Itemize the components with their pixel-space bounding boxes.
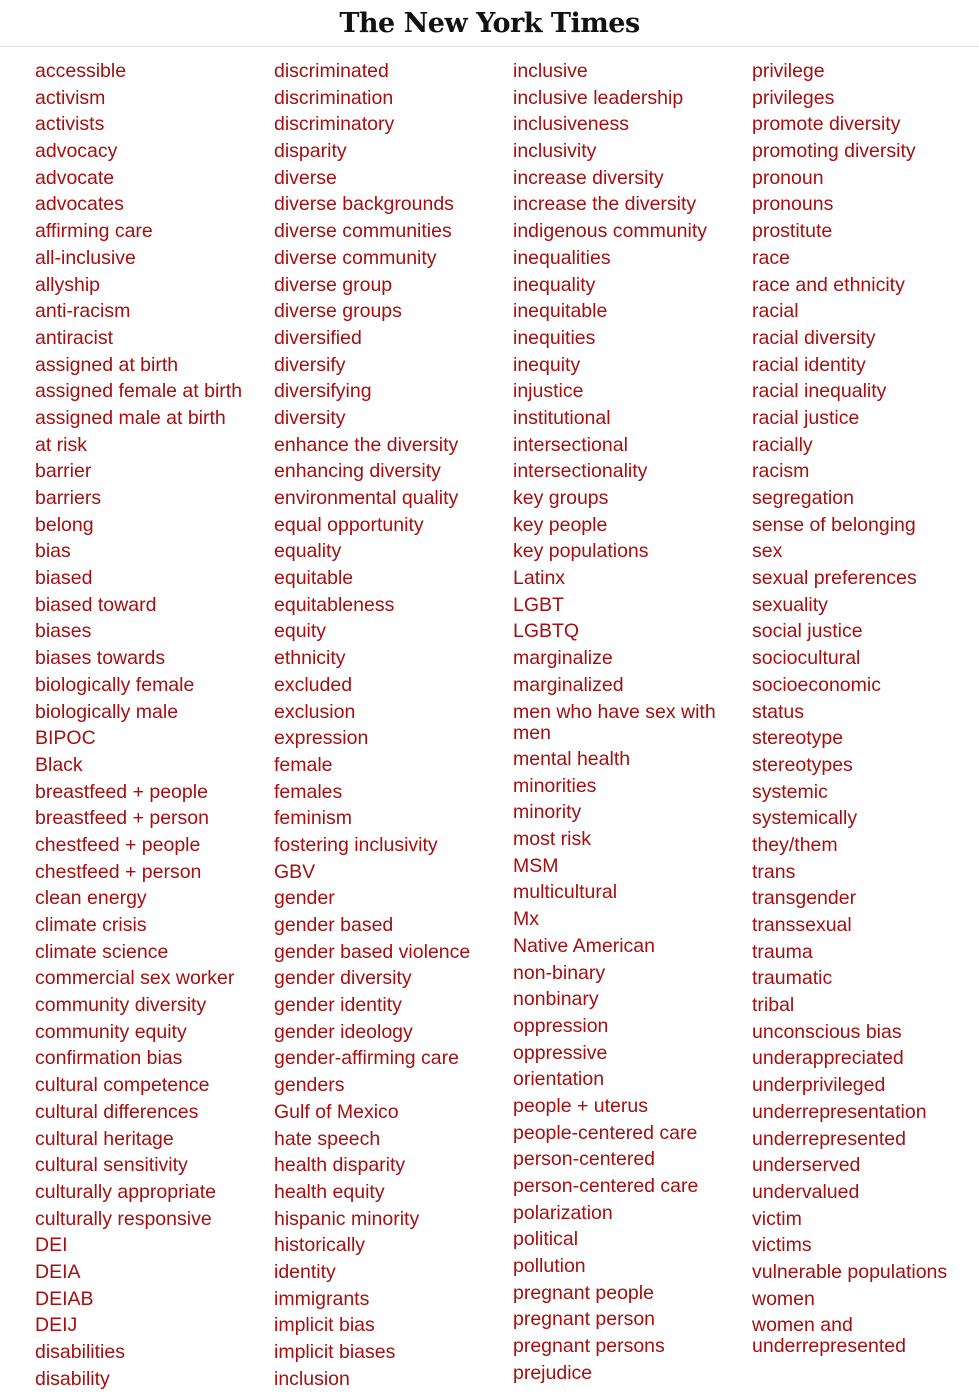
word-item: privileges [752,86,835,109]
word-item: barriers [35,487,102,509]
word-item: climate science [35,940,169,963]
word-item: pregnant people [513,1281,654,1304]
word-item: diversity [274,406,346,429]
word-item: climate crisis [35,914,147,936]
word-item: person-centered care [513,1175,699,1197]
word-item: chestfeed + people [35,833,201,856]
word-item: LGBT [513,593,564,616]
word-item: activism [35,86,106,109]
word-item: stereotypes [752,753,853,776]
word-item: victim [752,1207,802,1230]
word-item: health disparity [274,1154,406,1177]
word-item: confirmation bias [35,1047,183,1070]
word-item: diverse community [274,246,437,269]
word-item: females [274,780,343,803]
word-item: advocacy [35,140,118,163]
word-item: BIPOC [35,727,96,750]
word-item: hate speech [274,1127,381,1150]
word-item: Gulf of Mexico [274,1100,399,1123]
word-item: socioeconomic [752,673,881,696]
word-item: barrier [35,460,92,483]
word-item: activists [35,113,105,136]
word-item: pronouns [752,193,834,216]
word-item: people-centered care [513,1121,698,1144]
word-item: ethnicity [274,647,346,670]
word-item: gender identity [274,994,402,1017]
word-item: indigenous community [513,220,708,243]
word-item: intersectionality [513,460,648,483]
word-item: Black [35,753,83,776]
word-item: disabilities [35,1341,125,1363]
word-item: sexual preferences [752,567,917,590]
word-item: underrepresentation [752,1100,927,1123]
word-item: pregnant person [513,1308,656,1331]
word-item: biased toward [35,593,157,616]
word-item: chestfeed + person [35,860,202,883]
word-item: equality [274,540,342,563]
word-item: trans [752,860,796,883]
word-item: gender [274,887,335,910]
word-item: underprivileged [752,1074,886,1097]
word-item: key people [513,513,608,536]
word-item: minorities [513,774,597,797]
word-item: women [752,1287,815,1310]
word-item: segregation [752,487,854,509]
word-item: transgender [752,887,857,910]
word-item: gender based violence [274,940,471,963]
word-item: increase diversity [513,166,664,189]
word-item: diverse communities [274,220,452,243]
word-item: pronoun [752,166,824,189]
nyt-logo[interactable]: The New York Times [339,7,640,39]
word-item: racial diversity [752,326,876,349]
word-item: historically [274,1234,366,1257]
word-item: breastfeed + person [35,807,209,830]
word-item: people + uterus [513,1094,648,1117]
word-item: enhancing diversity [274,460,441,483]
word-item: promoting diversity [752,140,916,163]
word-item: biases towards [35,647,166,670]
word-item: race [752,246,790,269]
word-item: diverse groups [274,300,402,323]
word-item: assigned female at birth [35,380,243,403]
word-item: biologically female [35,673,195,696]
word-item: racially [752,433,813,456]
word-item: DEIAB [35,1287,94,1310]
word-item: advocates [35,193,124,216]
word-item: marginalized [513,673,624,696]
word-item: female [274,753,333,776]
word-item: culturally appropriate [35,1180,217,1203]
word-item: anti-racism [35,300,131,323]
word-item: systemically [752,807,858,830]
word-item: men who have sex with men [513,700,716,744]
word-item: environmental quality [274,487,459,509]
word-item: fostering inclusivity [274,833,438,856]
word-item: diverse group [274,273,393,296]
word-item: underappreciated [752,1047,904,1070]
word-item: inclusive [513,60,588,82]
word-item: DEIJ [35,1314,78,1337]
word-item: stereotype [752,727,844,750]
word-item: promote diversity [752,113,901,136]
word-item: equal opportunity [274,513,424,536]
word-item: cultural differences [35,1100,199,1123]
word-item: traumatic [752,967,833,990]
word-item: mental health [513,748,631,770]
word-item: social justice [752,620,863,643]
word-item: polarization [513,1201,613,1224]
word-item: institutional [513,406,611,429]
word-item: discrimination [274,86,394,109]
word-item: implicit bias [274,1314,375,1337]
word-item: racial inequality [752,380,887,403]
word-item: orientation [513,1068,605,1091]
word-item: inequality [513,273,596,296]
word-item: prostitute [752,220,833,243]
word-item: MSM [513,854,559,877]
word-item: immigrants [274,1287,370,1310]
word-item: sociocultural [752,647,861,670]
word-item: Native American [513,934,655,957]
word-item: trauma [752,940,813,963]
word-item: racism [752,460,810,483]
word-item: advocate [35,166,115,189]
word-item: sexuality [752,593,828,616]
word-item: disability [35,1367,110,1390]
word-item: transsexual [752,914,852,936]
word-item: bias [35,540,71,563]
word-item: gender based [274,914,394,936]
word-column-1 [35,60,274,1394]
word-item: discriminated [274,60,389,82]
word-item: inequalities [513,246,611,269]
word-column-4 [752,60,965,1394]
word-item: allyship [35,273,101,296]
word-item: biases [35,620,92,643]
word-item: expression [274,727,369,750]
word-item: biologically male [35,700,179,723]
word-item: undervalued [752,1180,860,1203]
word-item: DEI [35,1234,68,1257]
word-item: cultural sensitivity [35,1154,188,1177]
word-item: prejudice [513,1361,593,1384]
word-item: victims [752,1234,812,1257]
word-item: disparity [274,140,347,163]
word-item: equitable [274,567,354,590]
word-item: enhance the diversity [274,433,459,456]
word-item: diversified [274,326,362,349]
word-item: underrepresented [752,1127,906,1150]
word-item: genders [274,1074,345,1097]
word-column-2 [274,60,513,1394]
word-item: sex [752,540,783,563]
word-item: race and ethnicity [752,273,905,296]
word-item: belong [35,513,94,536]
word-item: feminism [274,807,353,830]
word-item: biased [35,567,93,590]
word-item: nonbinary [513,988,599,1011]
word-item: pollution [513,1255,586,1278]
word-item: gender-affirming care [274,1047,459,1070]
word-item: racial justice [752,406,860,429]
word-item: implicit biases [274,1341,396,1363]
word-item: diversifying [274,380,372,403]
word-item: oppression [513,1014,609,1037]
word-item: women and underrepresented [752,1314,906,1358]
word-item: key groups [513,487,609,509]
word-item: antiracist [35,326,114,349]
word-item: most risk [513,828,591,851]
word-item: racial identity [752,353,866,376]
word-item: person-centered [513,1148,656,1171]
word-item: clean energy [35,887,147,910]
word-item: LGBTQ [513,620,580,643]
word-item: health equity [274,1180,385,1203]
word-item: systemic [752,780,828,803]
word-item: multicultural [513,881,618,904]
word-item: gender ideology [274,1020,413,1043]
word-item: inequitable [513,300,608,323]
word-item: commercial sex worker [35,967,235,990]
word-item: community equity [35,1020,187,1043]
word-item: key populations [513,540,649,563]
word-item: community diversity [35,994,207,1017]
word-item: assigned male at birth [35,406,226,429]
word-item: cultural competence [35,1074,210,1097]
word-item: affirming care [35,220,153,243]
word-item: DEIA [35,1260,81,1283]
word-item: assigned at birth [35,353,179,376]
word-item: increase the diversity [513,193,697,216]
word-item: gender diversity [274,967,412,990]
word-item: diversify [274,353,346,376]
word-item: all-inclusive [35,246,136,269]
masthead [0,0,979,47]
word-item: vulnerable populations [752,1260,948,1283]
word-list-grid [35,60,965,1394]
word-item: excluded [274,673,353,696]
word-item: GBV [274,860,316,883]
word-item: inequity [513,353,581,376]
word-item: injustice [513,380,584,403]
word-item: underserved [752,1154,861,1177]
word-item: inclusivity [513,140,597,163]
word-item: unconscious bias [752,1020,902,1043]
word-item: cultural heritage [35,1127,174,1150]
word-item: inclusiveness [513,113,629,136]
word-item: non-binary [513,961,606,984]
word-item: racial [752,300,799,323]
word-item: sense of belonging [752,513,916,536]
word-item: pregnant persons [513,1335,665,1358]
word-item: they/them [752,833,838,856]
word-item: inequities [513,326,596,349]
word-item: oppressive [513,1041,608,1064]
word-item: status [752,700,805,723]
word-item: inclusive leadership [513,86,684,109]
word-item: exclusion [274,700,356,723]
word-item: hispanic minority [274,1207,420,1230]
word-item: intersectional [513,433,628,456]
word-column-3 [513,60,752,1394]
word-item: accessible [35,60,127,82]
word-item: equitableness [274,593,395,616]
word-item: identity [274,1260,336,1283]
word-item: breastfeed + people [35,780,208,803]
word-item: diverse backgrounds [274,193,454,216]
word-item: inclusion [274,1367,350,1390]
word-item: Mx [513,908,539,931]
word-item: minority [513,801,582,824]
word-item: privilege [752,60,825,82]
word-item: equity [274,620,327,643]
word-item: discriminatory [274,113,395,136]
word-item: tribal [752,994,795,1017]
word-item: Latinx [513,567,566,590]
word-item: diverse [274,166,337,189]
word-item: political [513,1228,579,1251]
word-item: at risk [35,433,88,456]
word-item: marginalize [513,647,613,670]
word-item: culturally responsive [35,1207,212,1230]
